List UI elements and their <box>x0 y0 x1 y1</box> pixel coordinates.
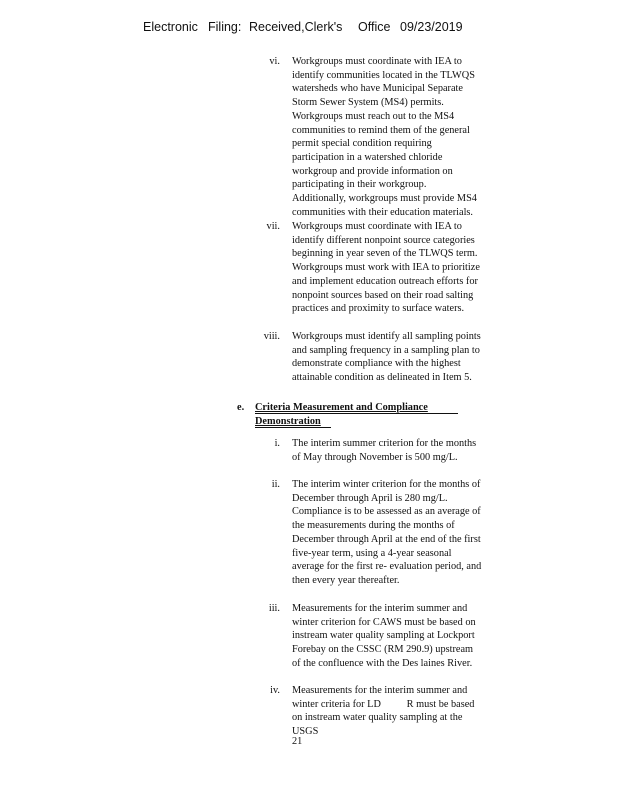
item-viii-text: Workgroups must identify all sampling points and sampling frequency in a sampling plan to demonstrate compliance with the highest attainable condition as delineated in Item 5. <box>292 331 481 384</box>
header-received: Received,Clerk's <box>249 20 343 34</box>
item-ii-text: The interim winter criterion for the months of December through April is 280 mg/L. Compliance is to be assessed as an average of the measurements during the months of December through April at the end of the first five-year term, using a 4-year seasonal average for the first re- evaluation period, and then every year thereafter. <box>292 479 482 586</box>
header-date: 09/23/2019 <box>400 20 463 34</box>
section-title-line1: Criteria Measurement and Compliance <box>255 402 428 413</box>
header-filing: Filing: <box>208 20 242 34</box>
item-vii-numeral: vii. <box>266 221 280 232</box>
section-letter: e. <box>237 402 245 413</box>
item-vii-text: Workgroups must coordinate with IEA to identify different nonpoint source categories beginning in year seven of the TLWQS term. Workgroups must work with IEA to prioritize and implement education outreach efforts for nonpoint sources based on their road salting practices and proximity to surface waters. <box>292 221 480 315</box>
item-iv-numeral: iv. <box>270 685 280 696</box>
item-i-numeral: i. <box>274 438 280 449</box>
item-ii-numeral: ii. <box>271 479 280 490</box>
header-office: Office <box>358 20 391 34</box>
section-title-underline-1 <box>255 413 458 414</box>
section-title-underline-2 <box>255 427 331 428</box>
item-vi-numeral: vi. <box>269 56 280 67</box>
section-title <box>255 401 465 428</box>
item-vi-text: Workgroups must coordinate with IEA to identify communities located in the TLWQS watersheds who have Municipal Separate Storm Sewer System (MS4) permits. Workgroups must reach out to the MS4 communities to remind them of the general permit special condition requiring participation in a watershed chloride workgroup and provide information on participating in their workgroup. Additionally, workgroups must provide MS4 communities with their education materials. <box>292 56 477 218</box>
page-number: 21 <box>292 736 303 747</box>
section-title-line2: Demonstration <box>255 415 321 427</box>
item-iv-text: Measurements for the interim summer and winter criteria for LD R must be based on instream water quality sampling at the USGS <box>292 685 478 738</box>
item-iii-numeral: iii. <box>268 603 280 614</box>
item-i-text: The interim summer criterion for the months of May through November is 500 mg/L. <box>292 438 477 463</box>
item-iii-text: Measurements for the interim summer and winter criterion for CAWS must be based on instream water quality sampling at Lockport Forebay on the CSSC (RM 290.9) upstream of the confluence with the Des laines River. <box>292 603 476 669</box>
item-viii-numeral: viii. <box>263 331 280 342</box>
header-electronic: Electronic <box>143 20 198 34</box>
